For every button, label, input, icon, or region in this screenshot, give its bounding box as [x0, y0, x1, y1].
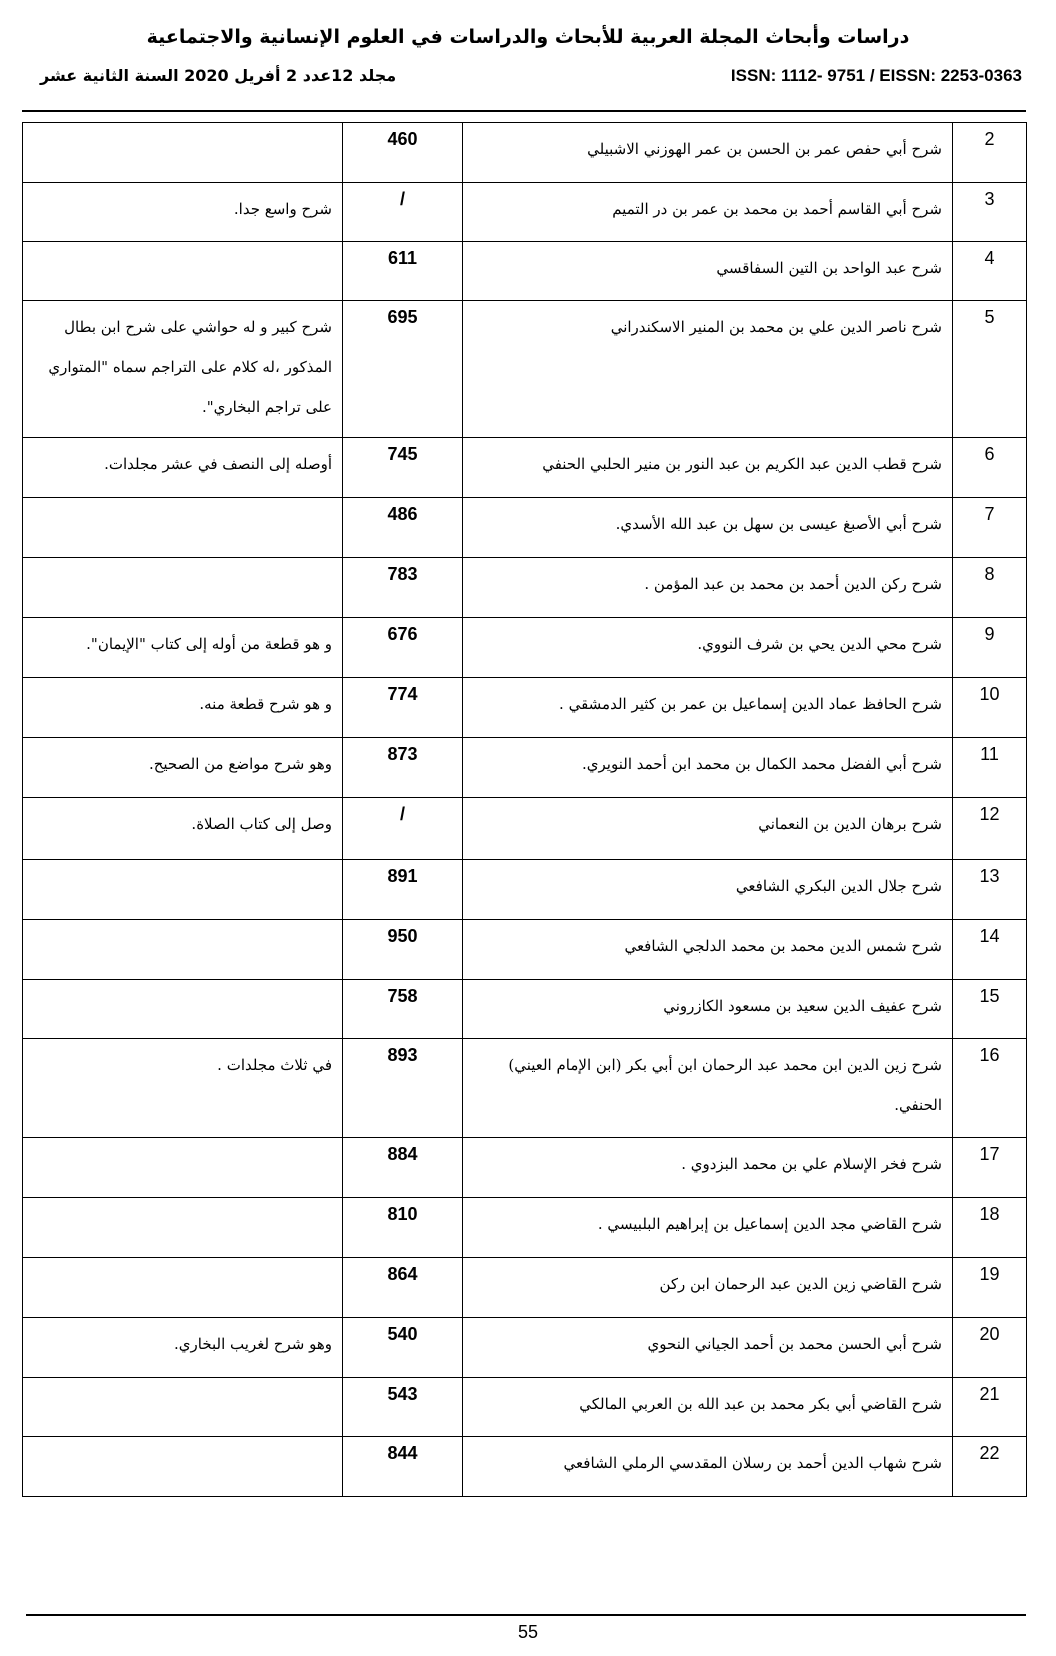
death-year: 611: [343, 242, 463, 301]
row-number: 7: [953, 498, 1027, 558]
commentary-name: شرح شمس الدين محمد بن محمد الدلجي الشافعي: [463, 920, 953, 980]
commentary-note: [23, 1258, 343, 1318]
row-number: 8: [953, 558, 1027, 618]
issn-info: ISSN: 1112- 9751 / EISSN: 2253-0363: [730, 66, 1022, 85]
row-number: 21: [953, 1378, 1027, 1437]
death-year: 864: [343, 1258, 463, 1318]
commentary-note: و هو شرح قطعة منه.: [23, 678, 343, 738]
death-year: /: [343, 183, 463, 242]
commentary-name: شرح ناصر الدين علي بن محمد بن المنير الاسكندراني: [463, 301, 953, 438]
commentary-note: [23, 980, 343, 1039]
row-number: 17: [953, 1138, 1027, 1198]
table-row: [23, 301, 1027, 438]
commentary-note: أوصله إلى النصف في عشر مجلدات.: [23, 438, 343, 498]
commentary-name: شرح برهان الدين بن النعماني: [463, 798, 953, 860]
commentary-note: شرح واسع جدا.: [23, 183, 343, 242]
row-number: 6: [953, 438, 1027, 498]
issue-info: مجلد 12عدد 2 أفريل 2020 السنة الثانية عشر: [40, 66, 397, 85]
commentary-note: [23, 242, 343, 301]
row-number: 20: [953, 1318, 1027, 1378]
commentary-note: [23, 920, 343, 980]
commentary-name: شرح القاضي مجد الدين إسماعيل بن إبراهيم البلبيسي .: [463, 1198, 953, 1258]
table-row: [23, 1258, 1027, 1318]
row-number: 2: [953, 123, 1027, 183]
commentary-name: شرح عفيف الدين سعيد بن مسعود الكازروني: [463, 980, 953, 1039]
commentary-note: [23, 1198, 343, 1258]
table-row: [23, 920, 1027, 980]
death-year: 884: [343, 1138, 463, 1198]
death-year: 893: [343, 1039, 463, 1138]
row-number: 5: [953, 301, 1027, 438]
death-year: 676: [343, 618, 463, 678]
table-row: [23, 1437, 1027, 1497]
table-row: [23, 980, 1027, 1039]
death-year: 745: [343, 438, 463, 498]
commentary-note: [23, 1437, 343, 1497]
table-row: [23, 183, 1027, 242]
commentary-name: شرح أبي الفضل محمد الكمال بن محمد ابن أحمد النويري.: [463, 738, 953, 798]
commentary-name: شرح القاضي زين الدين عبد الرحمان ابن ركن: [463, 1258, 953, 1318]
commentary-name: شرح ركن الدين أحمد بن محمد بن عبد المؤمن .: [463, 558, 953, 618]
commentary-note: [23, 1138, 343, 1198]
table-row: [23, 738, 1027, 798]
table-row: [23, 242, 1027, 301]
table-body: [23, 123, 1027, 1497]
commentary-note: وهو شرح لغريب البخاري.: [23, 1318, 343, 1378]
death-year: 460: [343, 123, 463, 183]
death-year: 810: [343, 1198, 463, 1258]
death-year: 758: [343, 980, 463, 1039]
table-row: [23, 860, 1027, 920]
commentary-note: في ثلاث مجلدات .: [23, 1039, 343, 1138]
table-row: [23, 1138, 1027, 1198]
commentary-note: وصل إلى كتاب الصلاة.: [23, 798, 343, 860]
commentary-name: شرح أبي حفص عمر بن الحسن بن عمر الهوزني الاشبيلي: [463, 123, 953, 183]
row-number: 4: [953, 242, 1027, 301]
row-number: 22: [953, 1437, 1027, 1497]
commentaries-table: [22, 122, 1027, 1497]
commentary-name: شرح عبد الواحد بن التين السفاقسي: [463, 242, 953, 301]
commentary-name: شرح أبي الأصبغ عيسى بن سهل بن عبد الله الأسدي.: [463, 498, 953, 558]
footer-divider: [26, 1614, 1026, 1616]
table-row: [23, 1378, 1027, 1437]
row-number: 11: [953, 738, 1027, 798]
commentary-name: شرح القاضي أبي بكر محمد بن عبد الله بن العربي المالكي: [463, 1378, 953, 1437]
commentary-name: شرح شهاب الدين أحمد بن رسلان المقدسي الرملي الشافعي: [463, 1437, 953, 1497]
death-year: 695: [343, 301, 463, 438]
commentary-note: شرح كبير و له حواشي على شرح ابن بطال المذكور ،له كلام على التراجم سماه "المتواري على تراجم البخاري".: [23, 301, 343, 438]
table-row: [23, 558, 1027, 618]
death-year: 540: [343, 1318, 463, 1378]
death-year: 873: [343, 738, 463, 798]
table-row: [23, 618, 1027, 678]
table-row: [23, 1039, 1027, 1138]
death-year: /: [343, 798, 463, 860]
row-number: 10: [953, 678, 1027, 738]
commentary-name: شرح أبي القاسم أحمد بن محمد بن عمر بن در التميم: [463, 183, 953, 242]
row-number: 15: [953, 980, 1027, 1039]
row-number: 9: [953, 618, 1027, 678]
commentary-note: [23, 123, 343, 183]
death-year: 774: [343, 678, 463, 738]
death-year: 950: [343, 920, 463, 980]
commentary-name: شرح أبي الحسن محمد بن أحمد الجياني النحوي: [463, 1318, 953, 1378]
commentary-note: [23, 1378, 343, 1437]
row-number: 13: [953, 860, 1027, 920]
death-year: 844: [343, 1437, 463, 1497]
table-row: [23, 438, 1027, 498]
commentary-note: [23, 860, 343, 920]
commentary-name: شرح محي الدين يحي بن شرف النووي.: [463, 618, 953, 678]
table-row: [23, 1318, 1027, 1378]
commentary-note: وهو شرح مواضع من الصحيح.: [23, 738, 343, 798]
row-number: 18: [953, 1198, 1027, 1258]
table-row: [23, 798, 1027, 860]
header-divider: [22, 110, 1026, 112]
death-year: 891: [343, 860, 463, 920]
commentary-name: شرح قطب الدين عبد الكريم بن عبد النور بن منير الحلبي الحنفي: [463, 438, 953, 498]
table-row: [23, 1198, 1027, 1258]
death-year: 783: [343, 558, 463, 618]
commentary-note: [23, 498, 343, 558]
commentary-name: شرح جلال الدين البكري الشافعي: [463, 860, 953, 920]
table-row: [23, 498, 1027, 558]
journal-title: دراسات وأبحاث المجلة العربية للأبحاث والدراسات في العلوم الإنسانية والاجتماعية: [146, 26, 910, 48]
commentary-name: شرح فخر الإسلام علي بن محمد البزدوي .: [463, 1138, 953, 1198]
table-row: [23, 678, 1027, 738]
table-row: [23, 123, 1027, 183]
commentary-note: و هو قطعة من أوله إلى كتاب "الإيمان".: [23, 618, 343, 678]
page-number: 55: [517, 1622, 539, 1642]
row-number: 16: [953, 1039, 1027, 1138]
death-year: 543: [343, 1378, 463, 1437]
commentary-name: شرح زين الدين ابن محمد عبد الرحمان ابن أبي بكر (ابن الإمام العيني) الحنفي.: [463, 1039, 953, 1138]
death-year: 486: [343, 498, 463, 558]
row-number: 3: [953, 183, 1027, 242]
row-number: 19: [953, 1258, 1027, 1318]
row-number: 12: [953, 798, 1027, 860]
row-number: 14: [953, 920, 1027, 980]
commentary-note: [23, 558, 343, 618]
commentary-name: شرح الحافظ عماد الدين إسماعيل بن عمر بن كثير الدمشقي .: [463, 678, 953, 738]
